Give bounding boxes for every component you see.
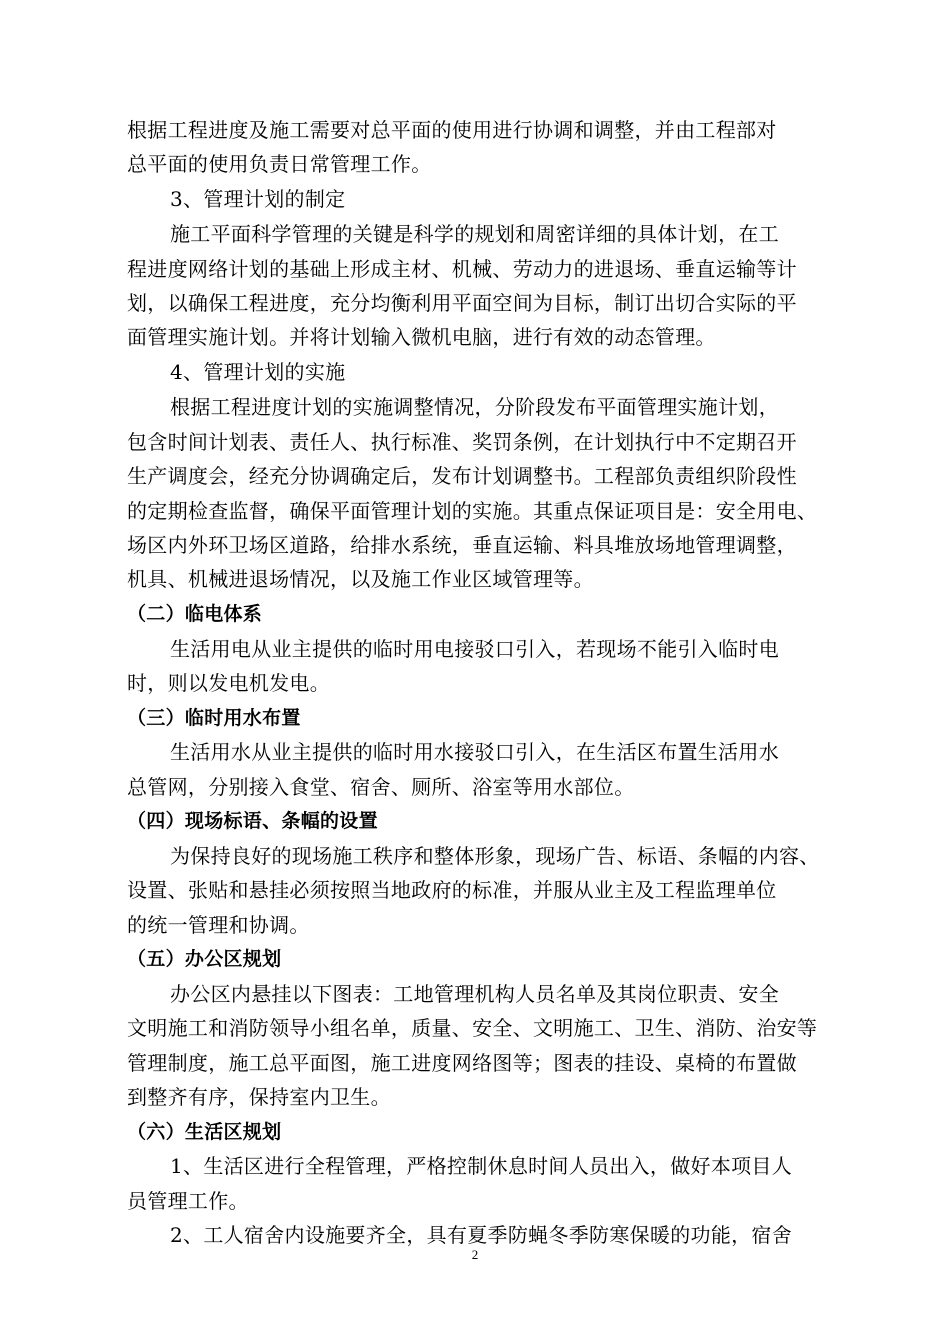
body-text-line: 面管理实施计划。并将计划输入微机电脑，进行有效的动态管理。 [127,325,716,349]
body-text-line: 员管理工作。 [127,1189,249,1213]
body-text-line: 的定期检查监督，确保平面管理计划的实施。其重点保证项目是：安全用电、 [127,499,818,523]
body-text-line: 为保持良好的现场施工秩序和整体形象，现场广告、标语、条幅的内容、 [170,844,820,868]
body-text-line: 生产调度会，经充分协调确定后，发布计划调整书。工程部负责组织阶段性 [127,464,797,488]
section-heading: （四）现场标语、条幅的设置 [127,810,378,832]
body-text-line: 管理制度，施工总平面图，施工进度网络图等；图表的挂设、桌椅的布置做 [127,1051,797,1075]
body-text-line: 1、生活区进行全程管理，严格控制休息时间人员出入，做好本项目人 [170,1154,793,1178]
body-text-line: 程进度网络计划的基础上形成主材、机械、劳动力的进退场、垂直运输等计 [127,257,797,281]
body-text-line: 时，则以发电机发电。 [127,671,330,695]
body-text-line: 场区内外环卫场区道路，给排水系统，垂直运输、料具堆放场地管理调整， [127,533,797,557]
body-text-line: 生活用电从业主提供的临时用电接驳口引入，若现场不能引入临时电 [170,637,779,661]
body-text-line: 的统一管理和协调。 [127,913,310,937]
body-text-line: 包含时间计划表、责任人、执行标准、奖罚条例，在计划执行中不定期召开 [127,430,797,454]
section-heading: （二）临电体系 [127,603,263,625]
body-text-line: 根据工程进度计划的实施调整情况，分阶段发布平面管理实施计划， [170,395,779,419]
body-text-line: 2、工人宿舍内设施要齐全，具有夏季防蝇冬季防寒保暖的功能，宿舍 [170,1223,793,1247]
subsection-title: 4、管理计划的实施 [170,360,346,384]
body-text-line: 总平面的使用负责日常管理工作。 [127,152,432,176]
body-text-line: 生活用水从业主提供的临时用水接驳口引入，在生活区布置生活用水 [170,740,779,764]
body-text-line: 机具、机械进退场情况，以及施工作业区域管理等。 [127,567,594,591]
page-number: 2 [471,1247,479,1262]
body-text-line: 施工平面科学管理的关键是科学的规划和周密详细的具体计划，在工 [170,222,779,246]
body-text-line: 总管网，分别接入食堂、宿舍、厕所、浴室等用水部位。 [127,775,635,799]
body-text-line: 设置、张贴和悬挂必须按照当地政府的标准，并服从业主及工程监理单位 [127,878,777,902]
body-text-line: 到整齐有序，保持室内卫生。 [127,1085,391,1109]
body-text-line: 划，以确保工程进度，充分均衡利用平面空间为目标，制订出切合实际的平 [127,291,797,315]
section-heading: （五）办公区规划 [127,948,282,970]
section-heading: （六）生活区规划 [127,1121,282,1143]
body-text-line: 根据工程进度及施工需要对总平面的使用进行协调和调整，并由工程部对 [127,118,777,142]
body-text-line: 文明施工和消防领导小组名单，质量、安全、文明施工、卫生、消防、治安等 [127,1016,818,1040]
body-text-line: 办公区内悬挂以下图表：工地管理机构人员名单及其岗位职责、安全 [170,982,779,1006]
section-heading: （三）临时用水布置 [127,707,301,729]
subsection-title: 3、管理计划的制定 [170,187,346,211]
